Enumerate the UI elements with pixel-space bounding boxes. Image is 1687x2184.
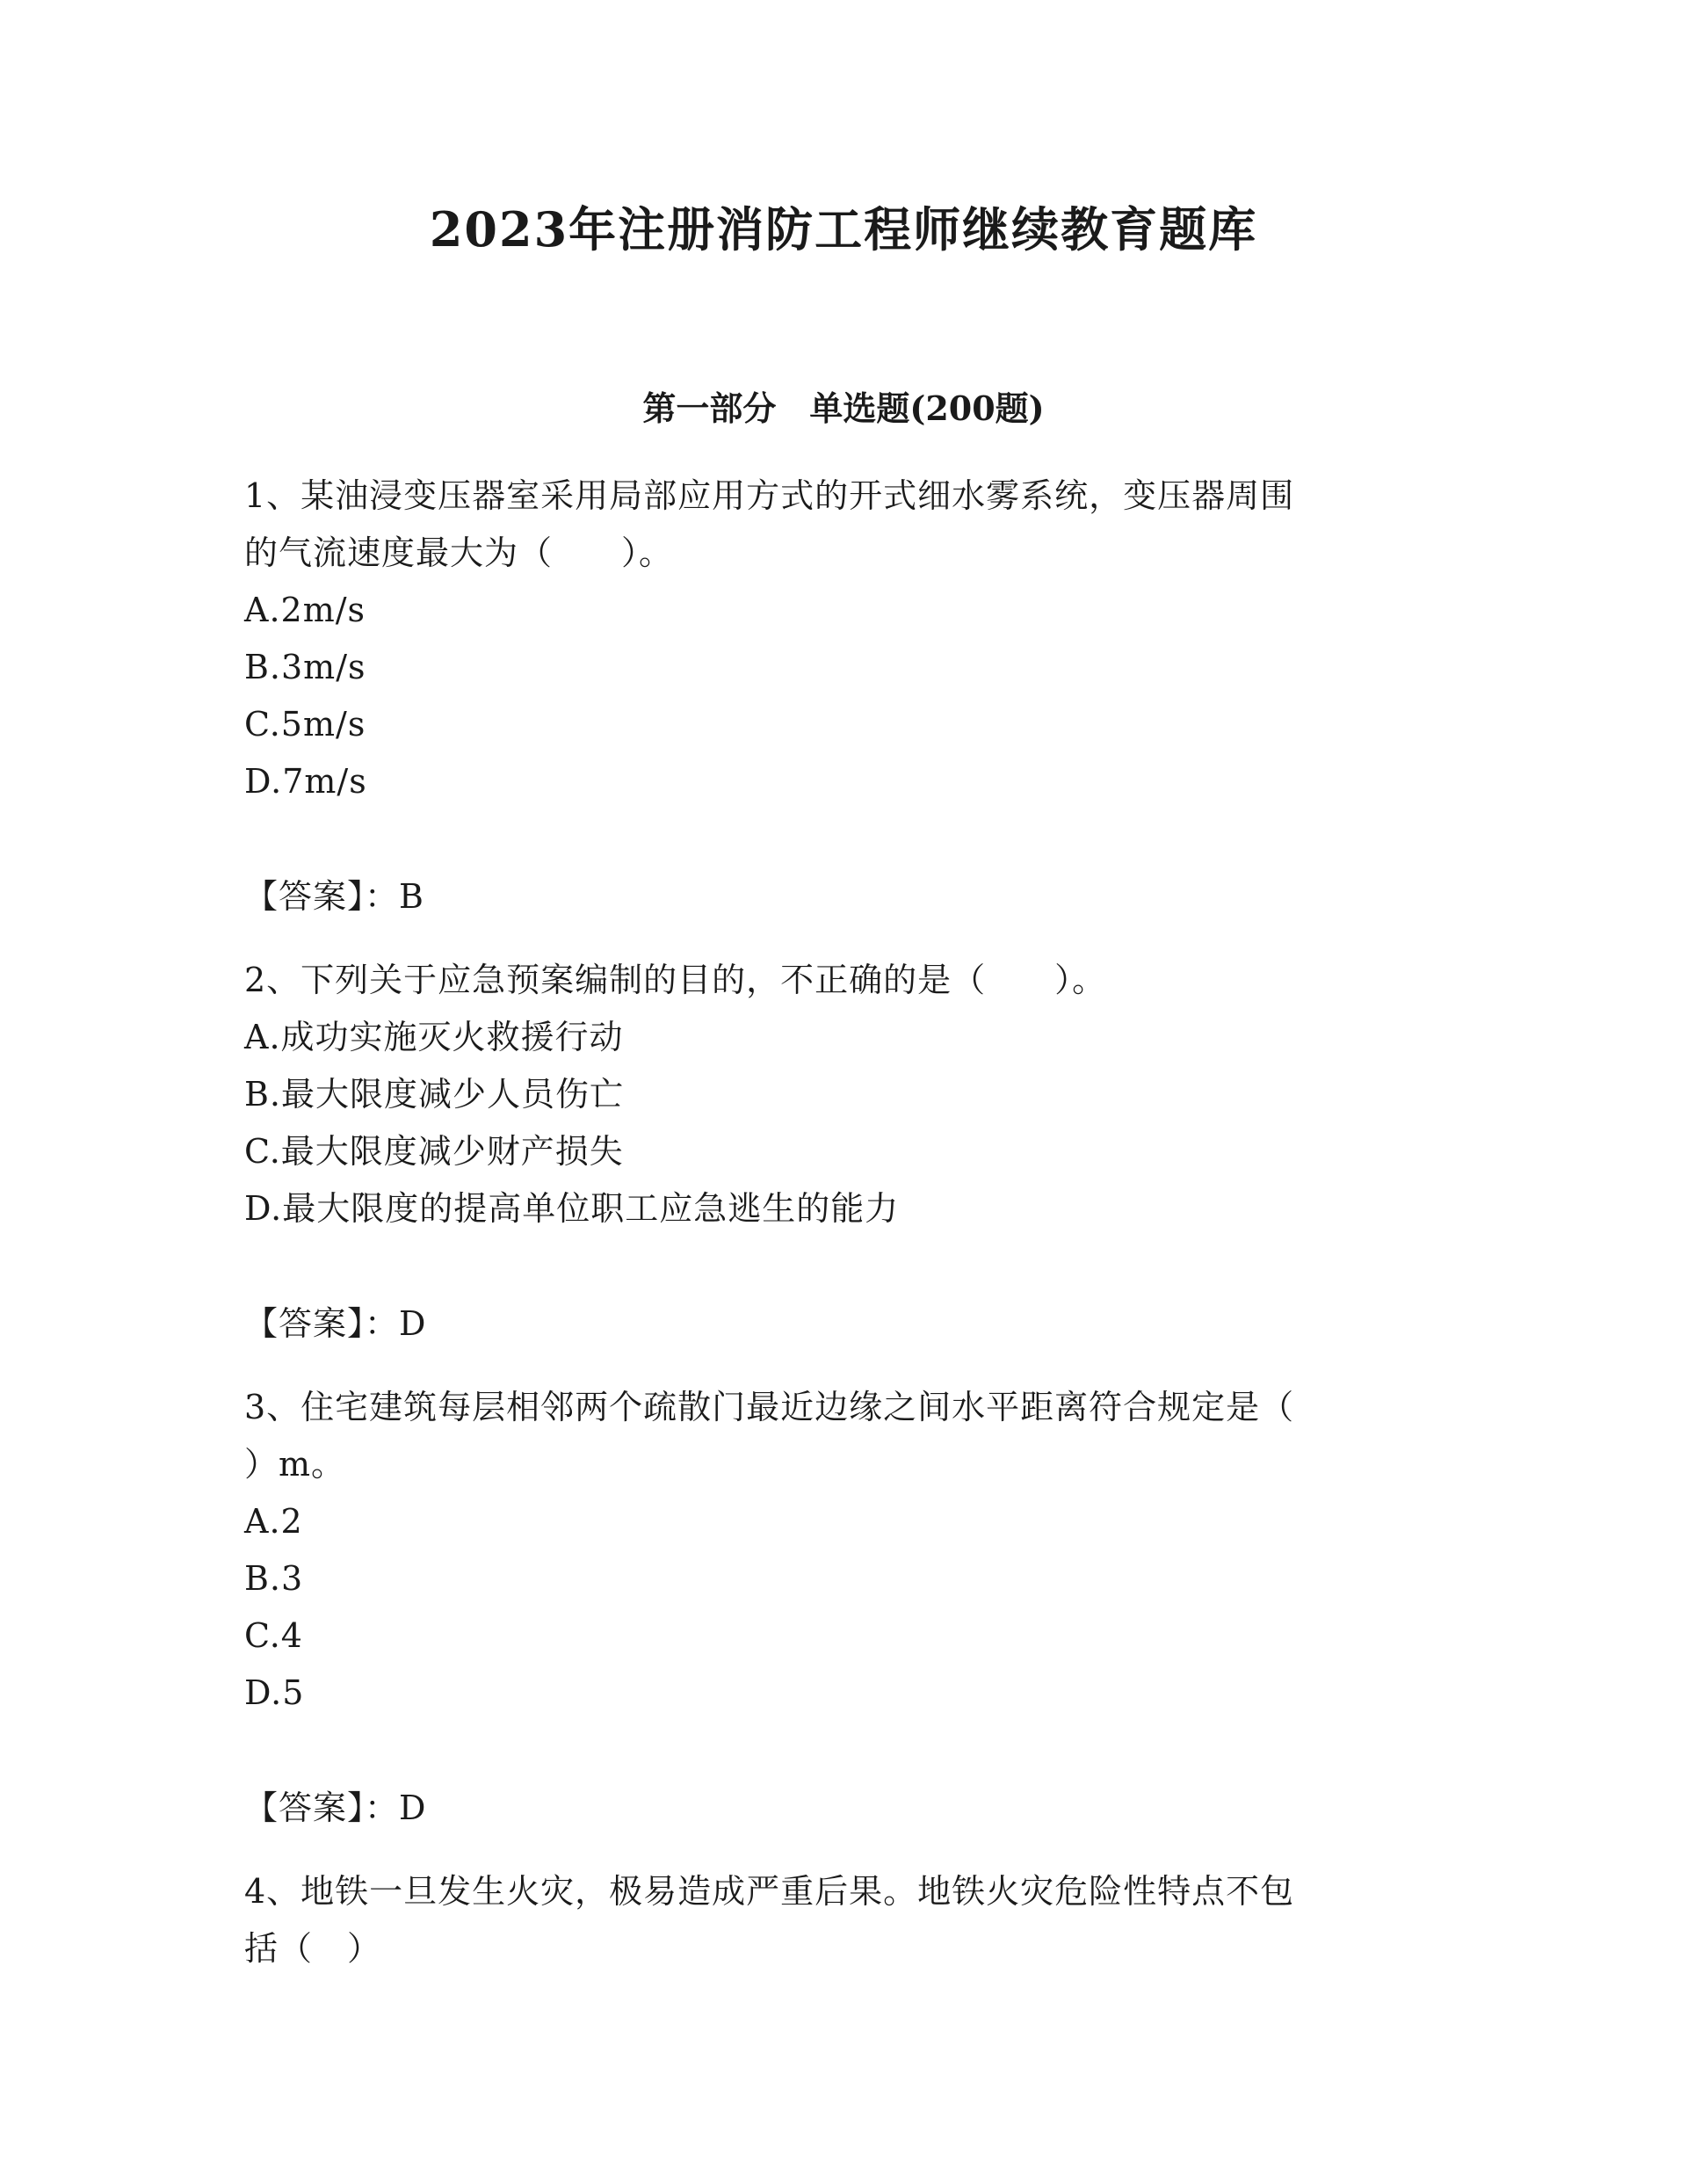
question-stem: 2、下列关于应急预案编制的目的，不正确的是（ ）。: [244, 961, 1107, 999]
question-4: [244, 1863, 1422, 1977]
answer-line: 【答案】：D: [244, 1789, 427, 1827]
option-d: D.最大限度的提高单位职工应急逃生的能力: [244, 1189, 900, 1228]
option-a: A.成功实施灭火救援行动: [244, 1018, 624, 1056]
option-a: A.2: [244, 1502, 303, 1541]
question-3: [244, 1379, 1422, 1837]
section-title: 第一部分 单选题(200题): [642, 388, 1045, 428]
option-b: B.3: [244, 1559, 304, 1598]
answer-line: 【答案】：B: [244, 877, 424, 916]
question-1: [244, 468, 1422, 925]
question-list: [244, 468, 1422, 1977]
option-a: A.2m/s: [244, 591, 366, 629]
option-c: C.5m/s: [244, 705, 366, 744]
question-stem-continued: 括（ ）: [244, 1929, 382, 1968]
answer-line: 【答案】：D: [244, 1304, 427, 1343]
option-d: D.5: [244, 1673, 305, 1712]
option-b: B.3m/s: [244, 648, 366, 686]
option-b: B.最大限度减少人员伤亡: [244, 1075, 625, 1114]
question-stem: 4、地铁一旦发生火灾，极易造成严重后果。地铁火灾危险性特点不包: [244, 1872, 1295, 1911]
question-2: [244, 952, 1422, 1353]
option-d: D.7m/s: [244, 762, 367, 801]
question-stem-continued: 的气流速度最大为（ ）。: [244, 533, 674, 572]
document-title: 2023年注册消防工程师继续教育题库: [429, 201, 1258, 258]
option-c: C.4: [244, 1616, 303, 1655]
question-stem: 1、某油浸变压器室采用局部应用方式的开式细水雾系统，变压器周围: [244, 476, 1295, 515]
option-c: C.最大限度减少财产损失: [244, 1132, 624, 1171]
question-stem: 3、住宅建筑每层相邻两个疏散门最近边缘之间水平距离符合规定是（: [244, 1388, 1295, 1426]
question-stem-continued: ）m。: [244, 1445, 346, 1484]
